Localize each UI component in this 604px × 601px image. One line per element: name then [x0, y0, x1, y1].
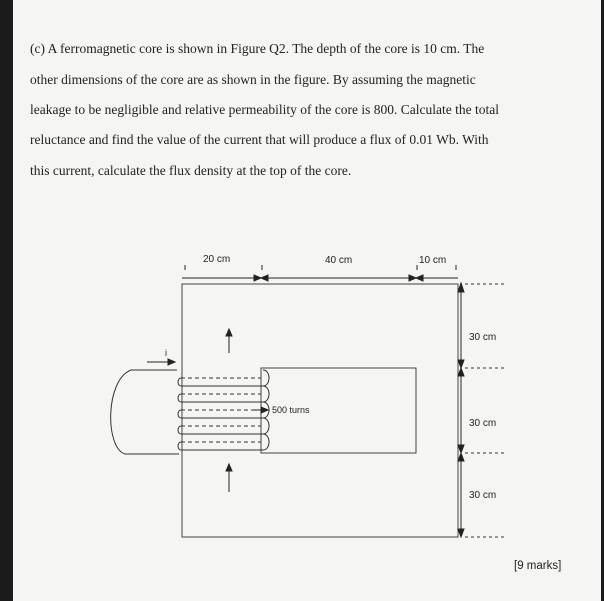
question-line-2: other dimensions of the core are as shown in the figure. By assuming the magnetic	[30, 72, 476, 87]
coil-leads	[111, 370, 179, 454]
question-line-4: reluctance and find the value of the current that will produce a flux of 0.01 Wb. With	[30, 132, 489, 147]
dim-right-2: 30 cm	[469, 418, 497, 429]
question-line-5: this current, calculate the flux density at the top of the core.	[30, 163, 352, 178]
coil-turns-label: 500 turns	[272, 405, 310, 415]
dim-top-2: 40 cm	[325, 255, 353, 266]
top-dimension	[182, 265, 458, 281]
right-dimension	[458, 283, 464, 537]
question-line-1: (c) A ferromagnetic core is shown in Figure Q2. The depth of the core is 10 cm. The	[30, 41, 485, 56]
current-arrow-icon	[147, 359, 175, 365]
coil-dashed-turns	[181, 378, 261, 442]
marks-label: [9 marks]	[514, 560, 562, 572]
question-line-3: leakage to be negligible and relative permeability of the core is 800. Calculate the total	[30, 102, 499, 117]
coil-label-arrow	[253, 407, 268, 413]
current-label: i	[165, 348, 167, 358]
dim-top-3: 10 cm	[419, 255, 447, 266]
dim-top-1: 20 cm	[203, 254, 231, 265]
dim-right-1: 30 cm	[469, 332, 497, 343]
figure-q2	[13, 0, 601, 601]
dim-right-3: 30 cm	[469, 490, 497, 501]
question-page	[13, 0, 601, 601]
